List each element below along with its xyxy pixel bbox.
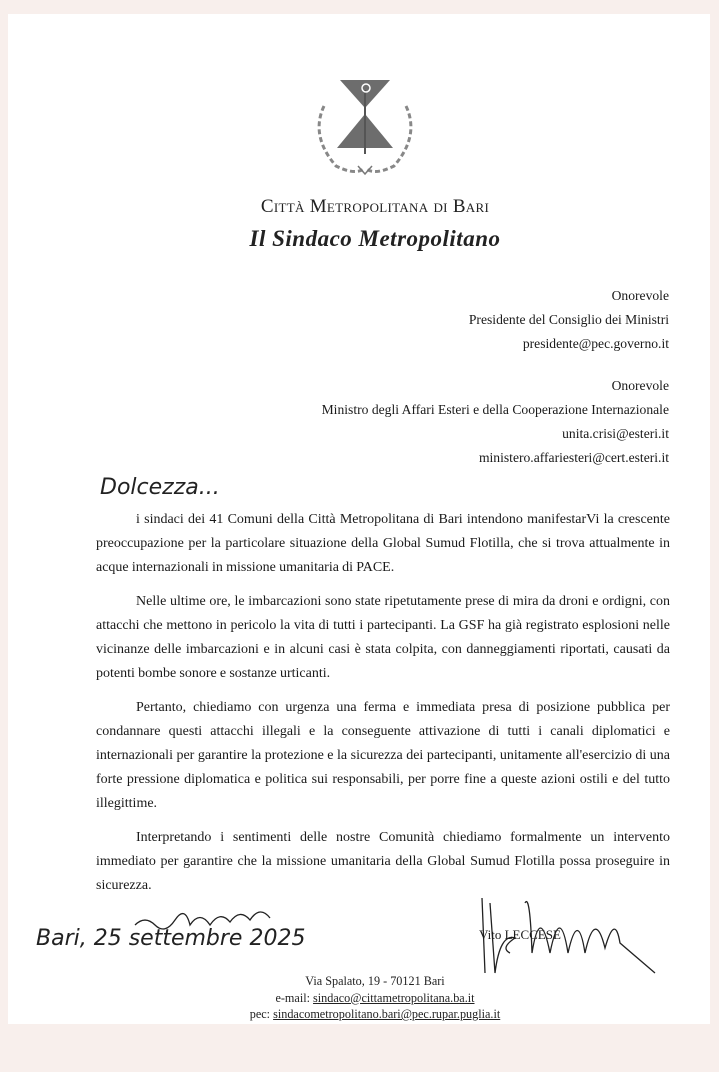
body-paragraph: Nelle ultime ore, le imbarcazioni sono state ripetutamente prese di mira da droni e ordigni, con attacchi che mettono in pericolo la vita di tutti i partecipanti. La GSF ha già registrato esplosioni nelle vicinanze delle imbarcazioni e in alcuni casi è stata colpita, con danneggiamenti riportati, causati da potenti bombe sonore e sostanze urticanti.: [96, 594, 670, 681]
recipient-title: Onorevole: [611, 288, 669, 303]
recipient-email: ministero.affariesteri@cert.esteri.it: [478, 450, 669, 465]
recipient-email: presidente@pec.governo.it: [522, 336, 669, 351]
handwritten-salutation: Dolcezza...: [100, 475, 220, 500]
body-paragraph: i sindaci dei 41 Comuni della Città Metropolitana di Bari intendono manifestarVi la crescente preoccupazione per la particolare situazione della Global Sumud Flotilla, che si trova attualmente in acque internazionali in missione umanitaria di PACE.: [96, 512, 670, 575]
footer-email-link[interactable]: sindaco@cittametropolitana.ba.it: [313, 990, 475, 1005]
recipient-title: Onorevole: [611, 378, 669, 393]
body-paragraph: Interpretando i sentimenti delle nostre Comunità chiediamo formalmente un intervento immediato per garantire che la missione umanitaria della Global Sumud Flotilla possa proseguire in sicurezza.: [96, 830, 670, 893]
footer-address: Via Spalato, 19 - 70121 Bari: [305, 974, 445, 988]
footer-pec-link[interactable]: sindacometropolitano.bari@pec.rupar.puglia.it: [273, 1007, 501, 1021]
recipient-name: Ministro degli Affari Esteri e della Cooperazione Internazionale: [321, 402, 669, 417]
recipient-name: Presidente del Consiglio dei Ministri: [468, 312, 669, 327]
body-paragraph: Pertanto, chiediamo con urgenza una ferma e immediata presa di posizione pubblica per condannare questi attacchi illegali e la conseguente attivazione di tutti i canali diplomatici e internazionali per garantire la protezione e la sicurezza dei partecipanti, unitamente all'esercizio di una forte pressione diplomatica e politica sui responsabili, per porre fine a queste azioni ostili e del tutto illegittime.: [96, 700, 670, 811]
footer-pec-label: pec:: [249, 1007, 271, 1021]
office-subtitle: Il Sindaco Metropolitano: [249, 226, 501, 251]
organization-name: Città Metropolitana di Bari: [260, 196, 490, 217]
footer-email-label: e-mail:: [275, 990, 310, 1005]
letter-footer: [0, 973, 719, 1023]
recipient-email: unita.crisi@esteri.it: [562, 426, 669, 441]
signatory-name: Vito LECCESE: [479, 927, 561, 942]
closing-section: [0, 48, 719, 1072]
handwritten-date: Bari, 25 settembre 2025: [36, 926, 306, 951]
